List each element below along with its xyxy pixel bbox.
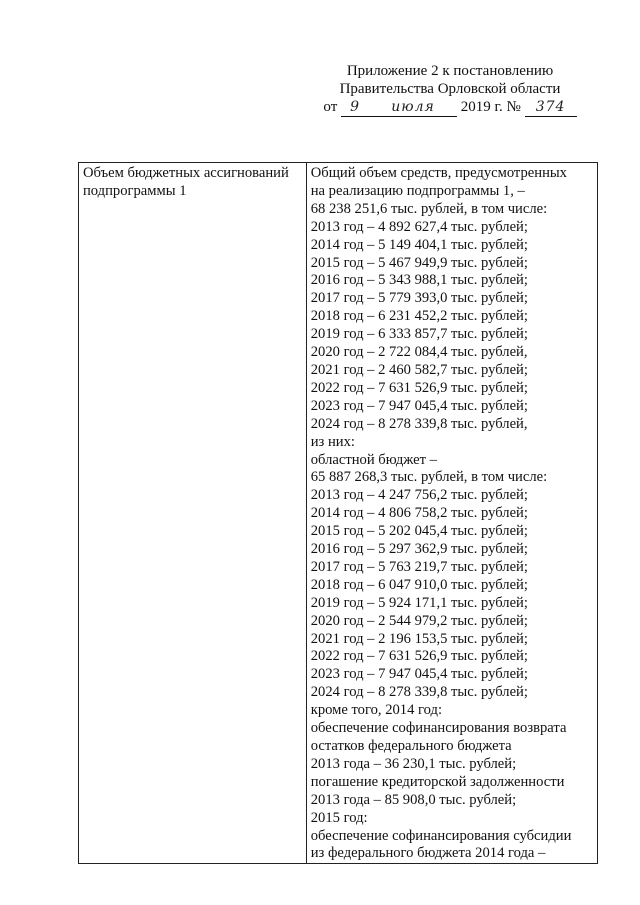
right-cell-line: 2013 года – 36 230,1 тыс. рублей;: [310, 755, 517, 772]
right-cell-line: 2023 год – 7 947 045,4 тыс. рублей;: [310, 666, 528, 683]
right-cell-line: областной бюджет –: [310, 451, 437, 468]
right-cell-line: обеспечение софинансирования возврата: [310, 720, 567, 737]
right-cell-line: из них:: [310, 433, 355, 450]
right-cell-line: 2013 год – 4 247 756,2 тыс. рублей;: [310, 487, 528, 504]
handwritten-day: 9: [341, 98, 369, 117]
right-cell-line: 2014 год – 5 149 404,1 тыс. рублей;: [310, 236, 528, 253]
right-cell-line: Общий объем средств, предусмотренных: [310, 165, 567, 181]
table-row: [79, 163, 598, 864]
right-cell-line: 2021 год – 2 460 582,7 тыс. рублей;: [310, 361, 528, 378]
right-cell-line: 2024 год – 8 278 339,8 тыс. рублей;: [310, 684, 528, 701]
right-cell-line: 2023 год – 7 947 045,4 тыс. рублей;: [310, 397, 528, 414]
right-cell-line: 2013 год – 4 892 627,4 тыс. рублей;: [310, 218, 528, 235]
right-cell-line: 2013 года – 85 908,0 тыс. рублей;: [310, 791, 517, 808]
right-cell-line: 2017 год – 5 779 393,0 тыс. рублей;: [310, 290, 528, 307]
right-cell-line: 68 238 251,6 тыс. рублей, в том числе:: [310, 200, 548, 217]
right-cell-line: 2018 год – 6 231 452,2 тыс. рублей;: [310, 308, 528, 325]
handwritten-number: 374: [525, 98, 577, 117]
right-cell: [306, 163, 597, 864]
date-number-line: [300, 98, 600, 117]
budget-table: [78, 162, 598, 864]
right-cell-line: 65 887 268,3 тыс. рублей, в том числе:: [310, 469, 548, 486]
right-cell-line: 2022 год – 7 631 526,9 тыс. рублей;: [310, 648, 528, 665]
right-cell-line: 2020 год – 2 722 084,4 тыс. рублей,: [310, 344, 528, 361]
appendix-title: Приложение 2 к постановлению: [346, 63, 554, 79]
right-cell-line: из федерального бюджета 2014 года –: [310, 845, 546, 862]
government-name: Правительства Орловской области: [339, 81, 561, 97]
right-cell-line: остатков федерального бюджета: [310, 738, 512, 754]
right-cell-line: 2016 год – 5 297 362,9 тыс. рублей;: [310, 541, 528, 558]
left-cell: [79, 163, 307, 864]
right-cell-line: 2024 год – 8 278 339,8 тыс. рублей,: [310, 415, 528, 432]
right-cell-line: 2016 год – 5 343 988,1 тыс. рублей;: [310, 272, 528, 289]
right-cell-line: 2022 год – 7 631 526,9 тыс. рублей;: [310, 379, 528, 396]
right-cell-line: обеспечение софинансирования субсидии: [310, 827, 572, 844]
right-cell-line: 2020 год – 2 544 979,2 тыс. рублей;: [310, 612, 528, 629]
right-cell-line: 2017 год – 5 763 219,7 тыс. рублей;: [310, 558, 528, 575]
right-cell-line: 2019 год – 6 333 857,7 тыс. рублей;: [310, 326, 528, 343]
from-label: от: [323, 99, 338, 115]
year-number-label: 2019 г. №: [460, 99, 521, 115]
document-header: [300, 62, 600, 117]
right-cell-line: 2019 год – 5 924 171,1 тыс. рублей;: [310, 594, 528, 611]
right-cell-line: 2015 год:: [310, 809, 368, 826]
right-cell-line: на реализацию подпрограммы 1, –: [310, 182, 525, 199]
right-cell-line: 2015 год – 5 202 045,4 тыс. рублей;: [310, 523, 528, 540]
right-cell-line: кроме того, 2014 год:: [310, 702, 443, 719]
right-cell-line: 2015 год – 5 467 949,9 тыс. рублей;: [310, 254, 528, 271]
right-cell-line: 2014 год – 4 806 758,2 тыс. рублей;: [310, 505, 528, 522]
left-cell-line: подпрограммы 1: [83, 182, 187, 199]
left-cell-line: Объем бюджетных ассигнований: [83, 165, 289, 181]
right-cell-line: 2021 год – 2 196 153,5 тыс. рублей;: [310, 630, 528, 647]
right-cell-line: погашение кредиторской задолженности: [310, 773, 565, 790]
right-cell-line: 2018 год – 6 047 910,0 тыс. рублей;: [310, 576, 528, 593]
handwritten-month: июля: [369, 98, 457, 117]
